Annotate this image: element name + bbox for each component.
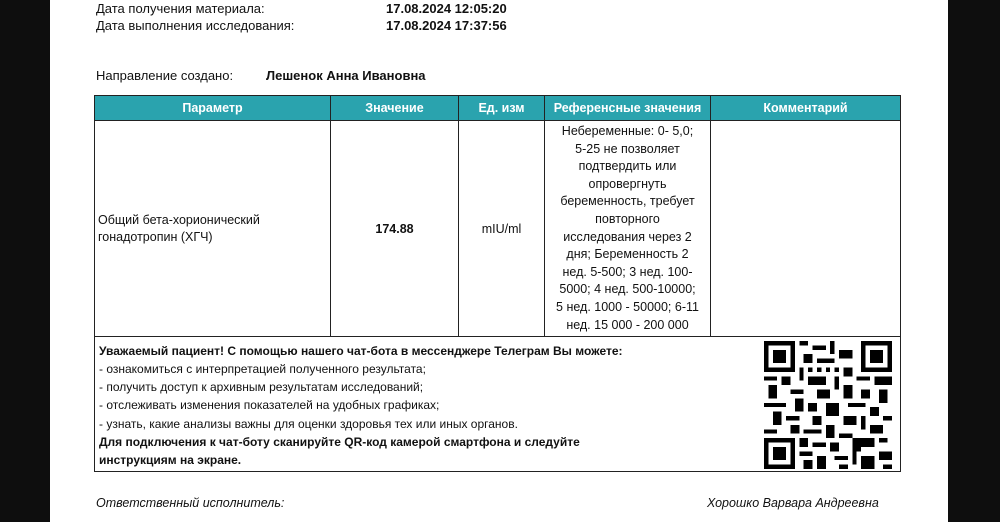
comment-cell <box>711 121 901 337</box>
reference-line: 5-25 не позволяет <box>575 141 680 156</box>
material-received-label: Дата получения материала: <box>96 1 265 16</box>
reference-line: дня; Беременность 2 <box>566 247 689 262</box>
reference-line: исследования через 2 <box>563 229 692 244</box>
referral-name: Лешенок Анна Ивановна <box>266 68 426 83</box>
chatbot-info-item: - получить доступ к архивным результатам исследований; <box>99 380 424 395</box>
chatbot-info-item: - узнать, какие анализы важны для оценки здоровья тех или иных органов. <box>99 416 518 431</box>
chatbot-cta-line: Для подключения к чат-боту сканируйте QR-код камерой смартфона и следуйте <box>99 435 580 450</box>
chatbot-info-cell <box>95 337 901 472</box>
lab-report-page <box>50 0 948 522</box>
header-reference: Референсные значения <box>545 96 711 121</box>
result-value: 174.88 <box>331 121 459 337</box>
header-unit: Ед. изм <box>459 96 545 121</box>
study-completed-label: Дата выполнения исследования: <box>96 18 295 33</box>
reference-line: опровергнуть <box>588 176 667 191</box>
chatbot-cta-line: инструкциям на экране. <box>99 453 242 468</box>
chatbot-info-row <box>95 337 901 472</box>
result-unit: mIU/ml <box>459 121 545 337</box>
reference-line: повторного <box>595 211 660 226</box>
responsible-executor-label: Ответственный исполнитель: <box>96 496 285 510</box>
reference-line: нед. 5-500; 3 нед. 100- <box>562 264 693 279</box>
reference-line: 5000; 4 нед. 500-10000; <box>559 282 696 297</box>
reference-values-cell <box>545 121 711 337</box>
results-table <box>94 95 901 472</box>
parameter-cell <box>95 121 331 337</box>
table-header-row <box>95 96 901 121</box>
reference-line: подтвердить или <box>578 159 677 174</box>
qr-code-icon[interactable] <box>764 341 892 469</box>
reference-line: Небеременные: 0- 5,0; <box>561 124 694 138</box>
reference-line: 5 нед. 1000 - 50000; 6-11 <box>556 299 699 314</box>
referral-label: Направление создано: <box>96 68 234 83</box>
parameter-name-line: Общий бета-хорионический <box>98 212 260 227</box>
header-comment: Комментарий <box>711 96 901 121</box>
chatbot-info-item: - отслеживать изменения показателей на удобных графиках; <box>99 398 440 413</box>
parameter-name-line: гонадотропин (ХГЧ) <box>98 229 213 244</box>
chatbot-info-text <box>99 342 709 470</box>
table-row <box>95 121 901 337</box>
referral-row <box>96 68 426 83</box>
header-value: Значение <box>331 96 459 121</box>
executor-name: Хорошко Варвара Андреевна <box>707 496 879 510</box>
reference-line: беременность, требует <box>560 194 695 209</box>
reference-line: нед. 15 000 - 200 000 <box>566 317 689 332</box>
material-received-value: 17.08.2024 12:05:20 <box>386 1 507 16</box>
chatbot-info-heading: Уважаемый пациент! С помощью нашего чат-бота в мессенджере Телеграм Вы можете: <box>99 343 623 358</box>
chatbot-info-item: - ознакомиться с интерпретацией полученного результата; <box>99 361 426 376</box>
header-parameter: Параметр <box>95 96 331 121</box>
study-completed-value: 17.08.2024 17:37:56 <box>386 18 507 33</box>
